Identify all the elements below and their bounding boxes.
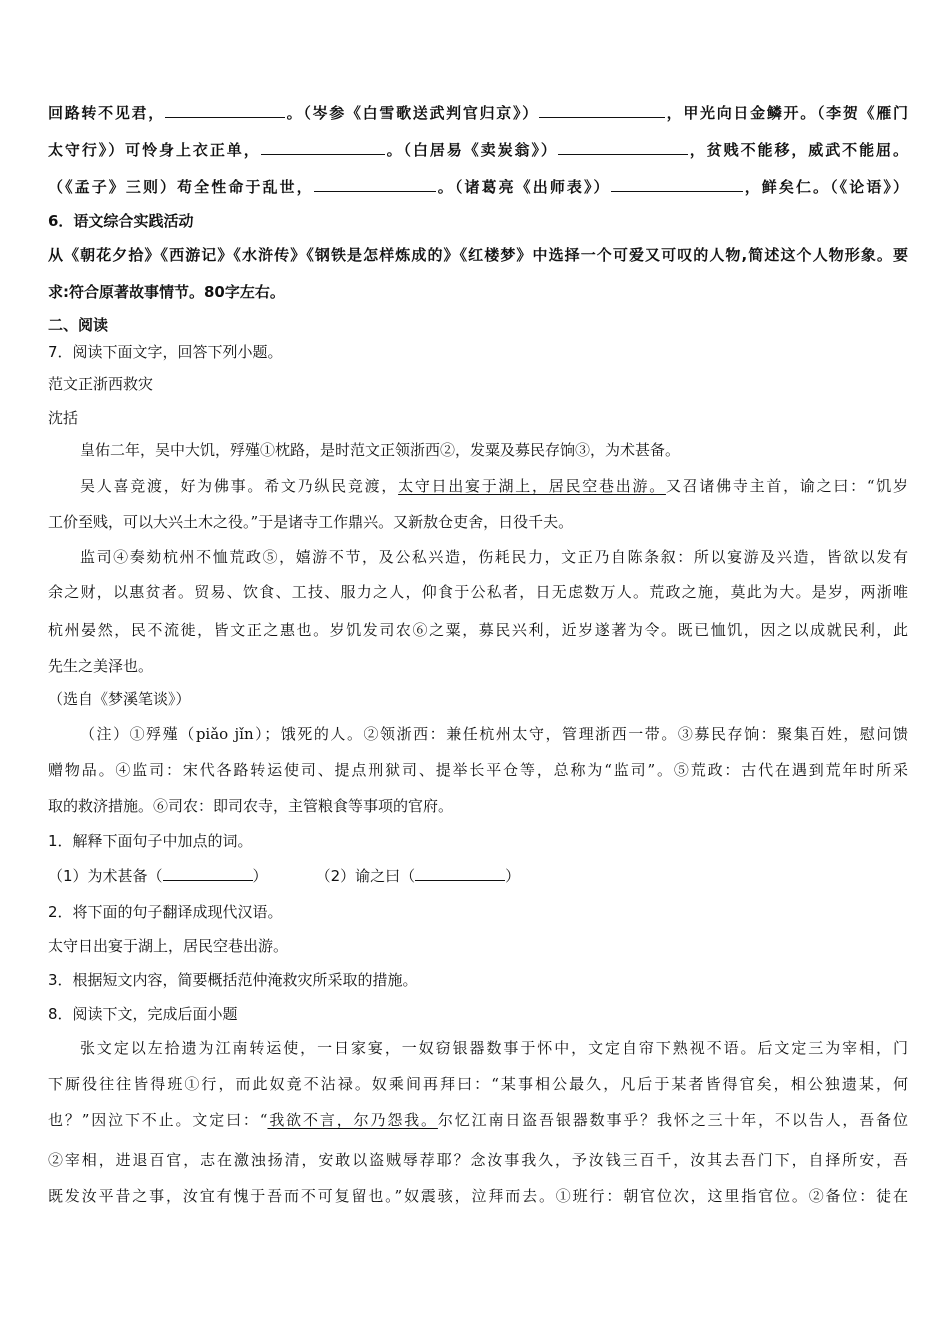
q8-passage-line-1: 张文定以左拾遗为江南转运使，一日家宴，一奴窃银器数事于怀中，文定自帘下熟视不语。后文定三为宰相，门: [80, 1039, 908, 1057]
blank-line[interactable]: [261, 140, 385, 155]
text: （1）为术甚备（: [48, 867, 163, 885]
underlined-sentence: 我欲不言，尔乃怨我。: [267, 1111, 438, 1129]
passage-paragraph-3-line-2: 余之财，以惠贫者。贸易、饮食、工技、服力之人，仰食于公私者，日无虑数万人。荒政之施，莫此为大。是岁，两浙唯: [48, 583, 908, 601]
answer-blank[interactable]: [415, 866, 505, 881]
text: 吴人喜竞渡，好为佛事。希文乃纵民竞渡，: [80, 477, 399, 495]
text: 也？”因泣下不止。文定曰：“: [48, 1111, 268, 1129]
passage-paragraph-2: [80, 476, 908, 496]
passage-paragraph-2-cont: 工价至贱，可以大兴土木之役。”于是诸寺工作鼎兴。又新敖仓吏舍，日役千夫。: [48, 513, 574, 531]
q8-passage-line-4: ②宰相，进退百官，志在激浊扬清，安敢以盗贼辱荐耶？念汝事我久，予汝钱三百千，汝其去吾门下，自择所安，吾: [48, 1151, 908, 1169]
q7-intro: 7．阅读下面文字，回答下列小题。: [48, 343, 283, 361]
text: 太守行》）可怜身上衣正单，: [48, 141, 261, 159]
section-heading-reading: 二、阅读: [48, 316, 109, 334]
text: ，贫贱不能移，威武不能屈。: [687, 141, 908, 159]
text: ）: [505, 867, 521, 885]
underlined-sentence: 太守日出宴于湖上，居民空巷出游。: [398, 477, 666, 495]
q6-prompt-line-2: 求:符合原著故事情节。80字左右。: [48, 283, 285, 301]
passage-author: 沈括: [48, 409, 79, 427]
text: ，鲜矣仁。（《论语》）: [742, 178, 908, 196]
blank-line[interactable]: [314, 177, 436, 192]
fill-blank-row-3: [48, 177, 908, 197]
fill-blank-row-1: [48, 103, 908, 123]
q8-intro: 8．阅读下文，完成后面小题: [48, 1005, 238, 1023]
passage-paragraph-3-line-4: 先生之美泽也。: [48, 657, 154, 675]
text: 。（白居易《卖炭翁》）: [384, 141, 558, 159]
blank-line[interactable]: [611, 177, 743, 192]
sub-question-1-items: [48, 866, 908, 886]
passage-paragraph-1: 皇佑二年，吴中大饥，殍殣①枕路，是时范文正领浙西②，发粟及募民存饷③，为术甚备。: [80, 441, 681, 459]
sub-question-2: 2．将下面的句子翻译成现代汉语。: [48, 903, 283, 921]
q8-passage-line-5: 既发汝平昔之事，汝宜有愧于吾而不可复留也。”奴震骇，泣拜而去。①班行：朝官位次，这里指官位。②备位：徒在: [48, 1187, 908, 1205]
q8-passage-line-2: 下厮役往往皆得班①行，而此奴竟不沾禄。奴乘间再拜曰：“某事相公最久，凡后于某者皆得官矣，相公独遗某，何: [48, 1075, 908, 1093]
passage-source: （选自《梦溪笔谈》）: [48, 690, 191, 708]
notes-line-3: 取的救济措施。⑥司农：即司农寺，主管粮食等事项的官府。: [48, 797, 454, 815]
passage-paragraph-3-line-3: 杭州晏然，民不流徙，皆文正之惠也。岁饥发司农⑥之粟，募民兴利，近岁遂著为令。既已恤饥，因之以成就民利，此: [48, 621, 908, 639]
sub-question-1: 1．解释下面句子中加点的词。: [48, 832, 253, 850]
passage-title: 范文正浙西救灾: [48, 375, 154, 393]
text: （《孟子》三则）苟全性命于乱世，: [48, 178, 314, 196]
notes-line-2: 赠物品。④监司：宋代各路转运使司、提点刑狱司、提举长平仓等，总称为“监司”。⑤荒政：古代在遇到荒年时所采: [48, 761, 908, 779]
text: 回路转不见君，: [48, 104, 165, 122]
sub-question-2-sentence: 太守日出宴于湖上，居民空巷出游。: [48, 937, 289, 955]
q6-prompt-line-1: 从《朝花夕拾》《西游记》《水浒传》《钢铁是怎样炼成的》《红楼梦》中选择一个可爱又可叹的人物,简述这个人物形象。要: [48, 246, 908, 264]
text: ，甲光向日金鳞开。（李贺《雁门: [664, 104, 908, 122]
notes-line-1: （注）①殍殣（piǎo jǐn）；饿死的人。②领浙西：兼任杭州太守，管理浙西一带。③募民存饷：聚集百姓，慰问馈: [80, 725, 908, 743]
q8-passage-line-3: [48, 1110, 908, 1130]
blank-line[interactable]: [539, 103, 665, 118]
passage-paragraph-3: 监司④奏劾杭州不恤荒政⑤，嬉游不节，及公私兴造，伤耗民力，文正乃自陈条叙：所以宴游及兴造，皆欲以发有: [80, 548, 908, 566]
blank-line[interactable]: [165, 103, 285, 118]
q6-title: 6．语文综合实践活动: [48, 212, 194, 230]
text: 又召诸佛寺主首，谕之曰：“饥岁: [665, 477, 908, 495]
answer-blank[interactable]: [163, 866, 253, 881]
blank-line[interactable]: [558, 140, 688, 155]
text: 。（岑参《白雪歌送武判官归京》）: [284, 104, 539, 122]
text: ）: [252, 867, 268, 885]
text: 。（诸葛亮《出师表》）: [435, 178, 611, 196]
text: 尔忆江南日盗吾银器数事乎？我怀之三十年，不以告人，吾备位: [437, 1111, 908, 1129]
sub-question-3: 3．根据短文内容，简要概括范仲淹救灾所采取的措施。: [48, 971, 418, 989]
text: （2）谕之曰（: [315, 867, 416, 885]
fill-blank-row-2: [48, 140, 908, 160]
